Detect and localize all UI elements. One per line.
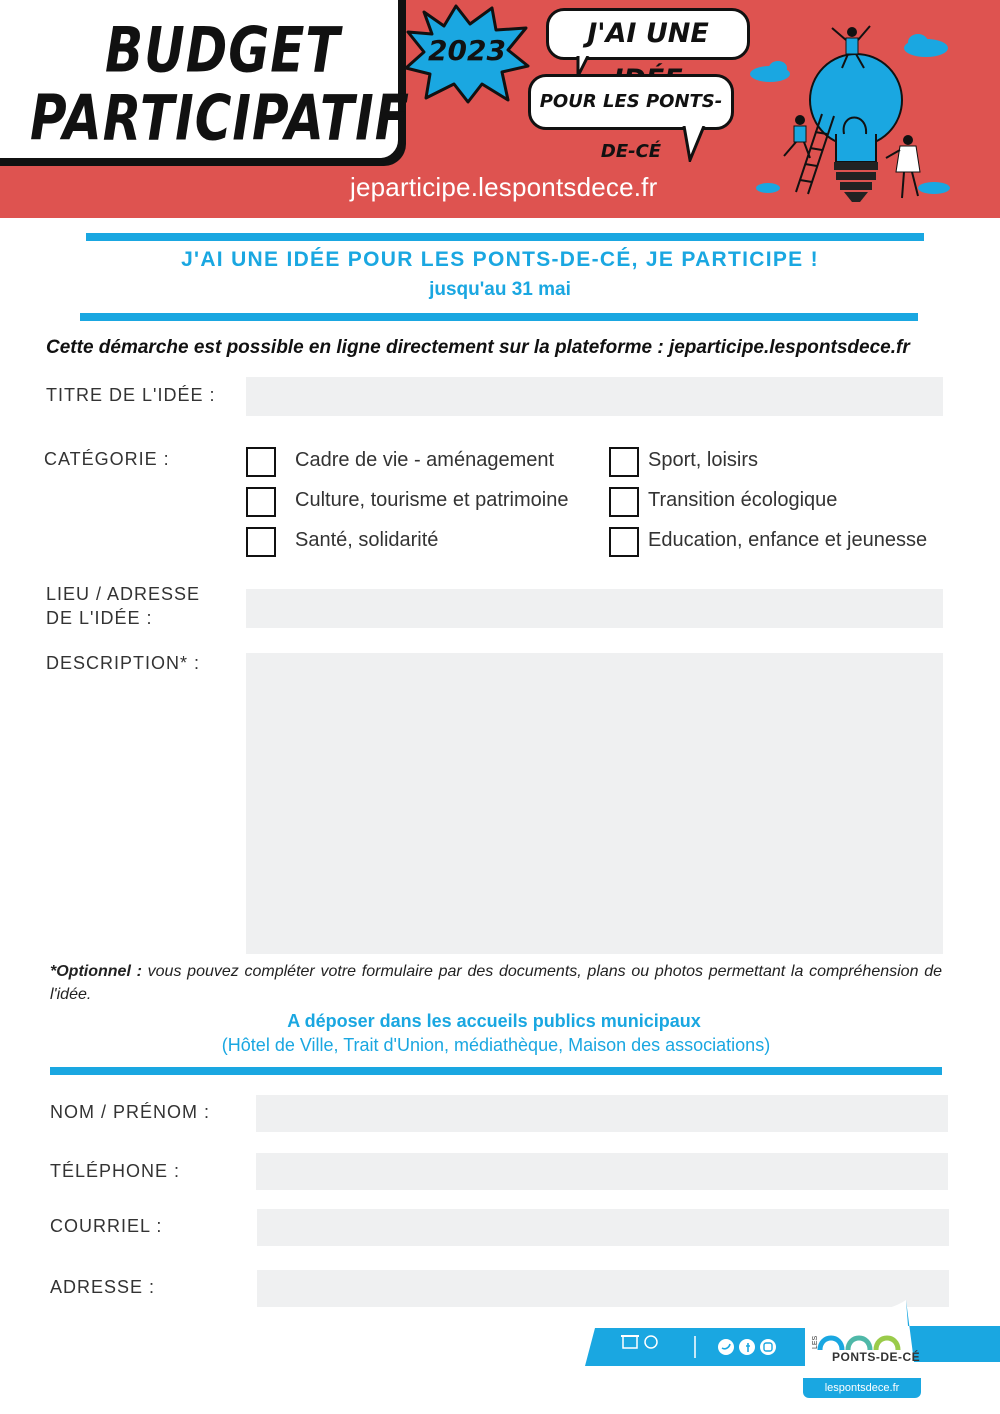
courriel-field[interactable] [257, 1209, 949, 1246]
header-url: jeparticipe.lespontsdece.fr [350, 172, 658, 202]
titre-field[interactable] [246, 377, 943, 416]
checkbox-cadre-de-vie[interactable] [246, 447, 276, 477]
categorie-label: CATÉGORIE : [44, 449, 170, 469]
speech-bubble-sub: POUR LES PONTS-DE-CÉ [528, 74, 734, 130]
note-text: vous pouvez compléter votre formulaire par des documents, plans ou photos permettant la compréhension de l'idée. [50, 963, 943, 1003]
lightbulb-illustration [748, 22, 958, 212]
lieu-field[interactable] [246, 589, 943, 628]
bubble-tail [682, 126, 708, 162]
top-rule [86, 233, 924, 241]
deposit-places: (Hôtel de Ville, Trait d'Union, médiathèque, Maison des associations) [221, 1035, 771, 1055]
lieu-label-line2: DE L'IDÉE : [46, 608, 153, 628]
deposit-title: A déposer dans les accueils publics municipaux [287, 1011, 701, 1031]
category-label: Education, enfance et jeunesse [648, 529, 928, 551]
category-label: Sport, loisirs [648, 449, 759, 471]
title-line-1: BUDGET [105, 14, 341, 87]
category-label: Cadre de vie - aménagement [295, 449, 555, 471]
section-divider [50, 1067, 942, 1075]
optional-note [50, 960, 942, 1006]
note-prefix: *Optionnel : [50, 963, 142, 980]
header-banner [0, 0, 1000, 218]
category-label: Santé, solidarité [295, 529, 439, 551]
lieu-label-line1: LIEU / ADRESSE [46, 584, 201, 604]
category-label: Transition écologique [648, 489, 838, 511]
checkbox-sante[interactable] [246, 527, 276, 557]
description-field[interactable] [246, 653, 943, 954]
checkbox-education[interactable] [609, 527, 639, 557]
telephone-label: TÉLÉPHONE : [50, 1161, 181, 1181]
logo-name: PONTS-DE-CÉ [832, 1350, 921, 1364]
checkbox-culture[interactable] [246, 487, 276, 517]
banner-deadline: jusqu'au 31 mai [429, 279, 571, 300]
description-label: DESCRIPTION* : [46, 653, 201, 673]
courriel-label: COURRIEL : [50, 1216, 163, 1236]
titre-label: TITRE DE L'IDÉE : [46, 385, 216, 405]
logo-les: LES [812, 1335, 819, 1349]
nom-label: NOM / PRÉNOM : [50, 1102, 211, 1122]
social-icons [717, 1338, 777, 1356]
telephone-field[interactable] [256, 1153, 948, 1190]
logo-shape [802, 1296, 1000, 1378]
title-line-2: PARTICIPATIF [30, 82, 410, 155]
adresse-label: ADRESSE : [50, 1277, 156, 1297]
category-label: Culture, tourisme et patrimoine [295, 489, 569, 511]
speech-bubble-main: J'AI UNE [546, 8, 750, 60]
nom-field[interactable] [256, 1095, 948, 1132]
year-badge: 2023 [428, 34, 506, 67]
checkbox-transition[interactable] [609, 487, 639, 517]
checkbox-sport[interactable] [609, 447, 639, 477]
footer-site-link[interactable]: lespontsdece.fr [803, 1378, 921, 1398]
intro-text: Cette démarche est possible en ligne directement sur la plateforme : jeparticipe.lespontsdece.fr [46, 337, 910, 358]
banner-bottom-rule [80, 313, 918, 321]
banner-title: J'AI UNE IDÉE POUR LES PONTS-DE-CÉ, JE PARTICIPE ! [181, 248, 819, 271]
